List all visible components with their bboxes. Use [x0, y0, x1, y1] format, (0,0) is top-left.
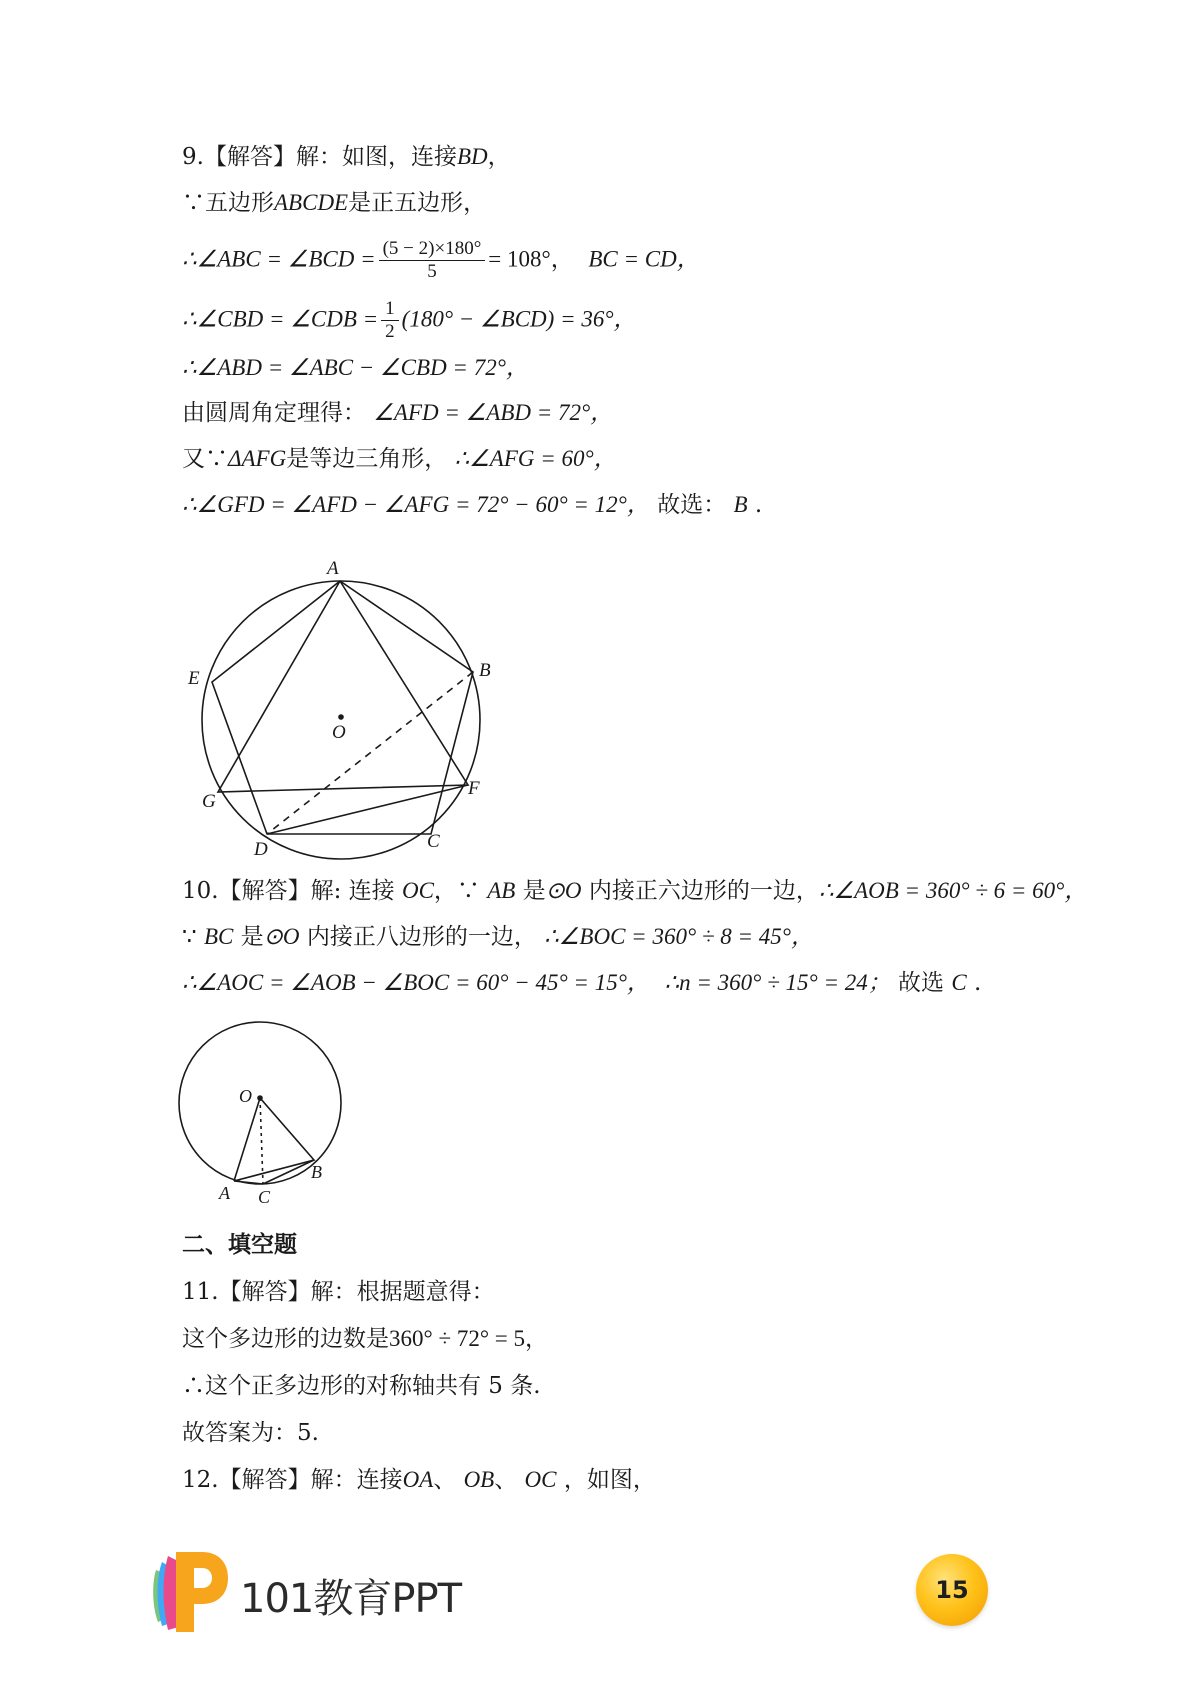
- label-b: B: [479, 660, 491, 681]
- brand-logo-icon: [150, 1548, 230, 1634]
- q9-line-2: ∵五边形ABCDE是正五边形，: [182, 190, 487, 216]
- label-d: D: [254, 839, 268, 860]
- q9-line-3: ∴∠ABC = ∠BCD = $\frac{(5 - 2)\times 180^\circ}{5}$ = 108°， BC = CD，: [182, 238, 700, 282]
- q12-line-1: 12.【解答】解：连接OA、 OB、 OC ，如图，: [182, 1467, 656, 1493]
- page-number-badge: 15: [916, 1554, 988, 1626]
- label-a: A: [327, 558, 339, 579]
- q9-line-5: ∴∠ABD = ∠ABC − ∠CBD = 72°，: [182, 355, 529, 380]
- label-e: E: [188, 668, 200, 689]
- q9-line-7: 又∵ΔAFG是等边三角形， ∴∠AFG = 60°，: [182, 446, 617, 472]
- q9-line-6: 由圆周角定理得： ∠AFD = ∠ABD = 72°，: [182, 400, 614, 426]
- circle-o-small: [179, 1022, 341, 1184]
- q10-line-3: ∴∠AOC = ∠AOB − ∠BOC = 60° − 45° = 15°， ∴n = 360° ÷ 15° = 24； 故选 C .: [182, 970, 982, 996]
- brand-name: 101教育PPT: [240, 1576, 462, 1622]
- section-title: 二、填空题: [182, 1232, 297, 1258]
- q9-line-1: 9.【解答】解：如图，连接BD，: [182, 144, 511, 170]
- label-o-small: O: [239, 1086, 252, 1106]
- q10-line-1: 10.【解答】解: 连接 OC，∵ AB 是⊙O 内接正六边形的一边，∴∠AOB = 360° ÷ 6 = 60°，: [182, 878, 1088, 904]
- label-a-small: A: [219, 1183, 230, 1203]
- label-c-small: C: [258, 1187, 271, 1207]
- label-g: G: [202, 791, 216, 812]
- label-c: C: [427, 831, 440, 852]
- q11-line-2: 这个多边形的边数是360° ÷ 72° = 5，: [182, 1326, 548, 1352]
- label-o: O: [332, 722, 346, 743]
- q10-line-2: ∵ BC 是⊙O 内接正八边形的一边， ∴∠BOC = 360° ÷ 8 = 45°，: [182, 924, 814, 950]
- fraction-half: $\frac{1}{2}$: [381, 298, 399, 343]
- q11-line-4: 故答案为：5.: [182, 1420, 319, 1446]
- segment-oc-dotted: [260, 1098, 263, 1184]
- q11-line-3: ∴这个正多边形的对称轴共有 5 条.: [182, 1373, 541, 1399]
- q9-line-8: ∴∠GFD = ∠AFD − ∠AFG = 72° − 60° = 12°， 故选： B .: [182, 492, 763, 518]
- q9-line-4: ∴∠CBD = ∠CDB = $\frac{1}{2}$ (180° − ∠BCD) = 36°，: [182, 298, 637, 342]
- label-b-small: B: [311, 1162, 322, 1182]
- fraction-interior-angle: $\frac{(5 - 2)\times 180^\circ}{5}$: [379, 238, 486, 283]
- label-f: F: [468, 778, 480, 799]
- q11-line-1: 11.【解答】解：根据题意得：: [182, 1279, 495, 1305]
- triangle-aob: [234, 1098, 314, 1181]
- center-dot-small: [257, 1095, 263, 1101]
